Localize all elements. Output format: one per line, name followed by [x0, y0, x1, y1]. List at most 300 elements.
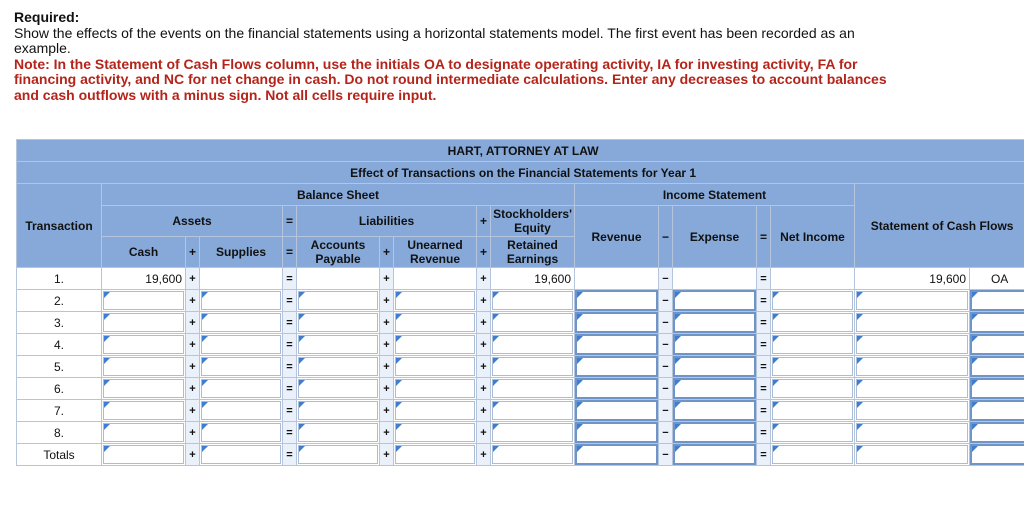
- equals-sign: =: [283, 444, 297, 466]
- cash-flow-cell: [855, 444, 970, 466]
- revenue-select[interactable]: [575, 400, 658, 421]
- retained-earnings-cell: [491, 400, 575, 422]
- equals-sign: =: [757, 400, 771, 422]
- input-indicator-icon: [396, 358, 402, 364]
- revenue-cell: [575, 334, 659, 356]
- minus-sign: −: [659, 206, 673, 268]
- input-indicator-icon: [299, 380, 305, 386]
- table-row: [17, 356, 1024, 378]
- expense-header: Expense: [673, 206, 757, 268]
- input-indicator-icon: [104, 380, 110, 386]
- revenue-select[interactable]: [575, 444, 658, 465]
- supplies-cell: [200, 444, 283, 466]
- plus-sign: +: [477, 378, 491, 400]
- expense-select[interactable]: [673, 356, 756, 377]
- accounts-payable-input[interactable]: [298, 401, 378, 420]
- cash-flow-input[interactable]: [856, 357, 968, 376]
- plus-sign: +: [477, 356, 491, 378]
- plus-sign: +: [477, 206, 491, 237]
- cash-flow-type-value: OA: [970, 268, 1024, 290]
- cash-input[interactable]: [103, 335, 184, 354]
- cash-flow-input[interactable]: [856, 445, 968, 464]
- revenue-cell: [575, 356, 659, 378]
- input-indicator-icon: [773, 336, 779, 342]
- unearned-revenue-input[interactable]: [395, 313, 475, 332]
- net-income-input[interactable]: [772, 379, 853, 398]
- plus-sign: +: [380, 312, 394, 334]
- supplies-value: [200, 268, 283, 290]
- cash-flow-cell: [855, 334, 970, 356]
- dropdown-indicator-icon: [577, 292, 583, 298]
- supplies-input[interactable]: [201, 313, 281, 332]
- equals-sign: =: [283, 356, 297, 378]
- accounts-payable-cell: [297, 290, 380, 312]
- cash-cell: [102, 378, 186, 400]
- plus-sign: +: [477, 312, 491, 334]
- supplies-input[interactable]: [201, 379, 281, 398]
- input-indicator-icon: [493, 380, 499, 386]
- unearned-revenue-input[interactable]: [395, 401, 475, 420]
- plus-sign: +: [380, 237, 394, 268]
- net-income-input[interactable]: [772, 335, 853, 354]
- net-income-input[interactable]: [772, 445, 853, 464]
- input-indicator-icon: [202, 314, 208, 320]
- revenue-cell: [575, 378, 659, 400]
- input-indicator-icon: [299, 314, 305, 320]
- cash-input[interactable]: [103, 445, 184, 464]
- net-income-cell: [771, 312, 855, 334]
- cash-flow-type-select[interactable]: [970, 334, 1024, 355]
- instructions-text: Show the effects of the events on the financial statements using a horizontal statements model. The first event has been recorded as an example.: [14, 24, 855, 56]
- equals-sign: =: [283, 268, 297, 290]
- cash-flow-cell: [855, 290, 970, 312]
- input-indicator-icon: [857, 314, 863, 320]
- plus-sign: +: [380, 356, 394, 378]
- cash-flow-cell: [855, 312, 970, 334]
- accounts-payable-input[interactable]: [298, 313, 378, 332]
- minus-sign: −: [659, 312, 673, 334]
- table-row: [17, 268, 1024, 290]
- input-indicator-icon: [299, 446, 305, 452]
- accounts-payable-input[interactable]: [298, 379, 378, 398]
- transaction-label: 7.: [17, 400, 102, 422]
- input-indicator-icon: [493, 424, 499, 430]
- plus-sign: +: [380, 422, 394, 444]
- dropdown-indicator-icon: [972, 314, 978, 320]
- plus-sign: +: [186, 268, 200, 290]
- unearned-revenue-cell: [394, 444, 477, 466]
- cash-input[interactable]: [103, 313, 184, 332]
- cash-cell: [102, 356, 186, 378]
- cash-flow-input[interactable]: [856, 335, 968, 354]
- plus-sign: +: [477, 444, 491, 466]
- net-income-cell: [771, 356, 855, 378]
- input-indicator-icon: [493, 292, 499, 298]
- retained-earnings-cell: [491, 334, 575, 356]
- revenue-select[interactable]: [575, 290, 658, 311]
- retained-earnings-input[interactable]: [492, 423, 573, 442]
- equals-sign: =: [757, 378, 771, 400]
- accounts-payable-cell: [297, 400, 380, 422]
- dropdown-indicator-icon: [577, 446, 583, 452]
- cash-flow-input[interactable]: [856, 379, 968, 398]
- expense-cell: [673, 356, 757, 378]
- cash-flow-type-select[interactable]: [970, 444, 1024, 465]
- cash-flow-type-cell: [970, 290, 1024, 312]
- unearned-revenue-cell: [394, 334, 477, 356]
- accounts-payable-cell: [297, 444, 380, 466]
- expense-cell: [673, 290, 757, 312]
- equals-sign: =: [757, 444, 771, 466]
- net-income-input[interactable]: [772, 401, 853, 420]
- minus-sign: −: [659, 268, 673, 290]
- input-indicator-icon: [493, 336, 499, 342]
- dropdown-indicator-icon: [577, 358, 583, 364]
- plus-sign: +: [380, 268, 394, 290]
- retained-earnings-input[interactable]: [492, 291, 573, 310]
- accounts-payable-input[interactable]: [298, 335, 378, 354]
- expense-cell: [673, 422, 757, 444]
- accounts-payable-input[interactable]: [298, 423, 378, 442]
- cash-flow-type-select[interactable]: [970, 356, 1024, 377]
- dropdown-indicator-icon: [675, 446, 681, 452]
- equals-sign: =: [757, 334, 771, 356]
- supplies-input[interactable]: [201, 401, 281, 420]
- plus-sign: +: [380, 400, 394, 422]
- input-indicator-icon: [493, 314, 499, 320]
- cash-flow-cell: [855, 378, 970, 400]
- input-indicator-icon: [104, 424, 110, 430]
- cash-flow-input[interactable]: [856, 423, 968, 442]
- supplies-cell: [200, 290, 283, 312]
- income-statement-header: Income Statement: [575, 184, 855, 206]
- revenue-cell: [575, 400, 659, 422]
- table-row: [17, 444, 1024, 466]
- input-indicator-icon: [493, 402, 499, 408]
- input-indicator-icon: [773, 380, 779, 386]
- input-indicator-icon: [857, 380, 863, 386]
- input-indicator-icon: [396, 424, 402, 430]
- revenue-select[interactable]: [575, 422, 658, 443]
- supplies-cell: [200, 378, 283, 400]
- plus-sign: +: [186, 444, 200, 466]
- input-indicator-icon: [299, 358, 305, 364]
- dropdown-indicator-icon: [675, 314, 681, 320]
- net-income-input[interactable]: [772, 357, 853, 376]
- cash-flow-type-cell: [970, 422, 1024, 444]
- dropdown-indicator-icon: [577, 424, 583, 430]
- input-indicator-icon: [773, 314, 779, 320]
- retained-earnings-input[interactable]: [492, 379, 573, 398]
- cash-flow-cell: [855, 422, 970, 444]
- plus-sign: +: [380, 334, 394, 356]
- unearned-revenue-value: [394, 268, 477, 290]
- minus-sign: −: [659, 422, 673, 444]
- cash-flow-input[interactable]: [856, 313, 968, 332]
- input-indicator-icon: [104, 402, 110, 408]
- supplies-input[interactable]: [201, 423, 281, 442]
- supplies-input[interactable]: [201, 445, 281, 464]
- plus-sign: +: [380, 378, 394, 400]
- transaction-label: 2.: [17, 290, 102, 312]
- cash-header: Cash: [102, 237, 186, 268]
- supplies-cell: [200, 422, 283, 444]
- plus-sign: +: [380, 290, 394, 312]
- cash-cell: [102, 444, 186, 466]
- transaction-label: Totals: [17, 444, 102, 466]
- retained-earnings-header: Retained Earnings: [491, 237, 575, 268]
- net-income-input[interactable]: [772, 291, 853, 310]
- assets-header: Assets: [102, 206, 283, 237]
- equals-sign: =: [283, 400, 297, 422]
- supplies-cell: [200, 400, 283, 422]
- dropdown-indicator-icon: [972, 380, 978, 386]
- company-title: HART, ATTORNEY AT LAW: [17, 140, 1024, 162]
- cash-flow-type-select[interactable]: [970, 422, 1024, 443]
- cash-flow-type-select[interactable]: [970, 312, 1024, 333]
- cash-flow-input[interactable]: [856, 291, 968, 310]
- accounts-payable-header: Accounts Payable: [297, 237, 380, 268]
- balance-sheet-header: Balance Sheet: [102, 184, 575, 206]
- plus-sign: +: [186, 378, 200, 400]
- accounts-payable-cell: [297, 312, 380, 334]
- expense-select[interactable]: [673, 290, 756, 311]
- input-indicator-icon: [104, 446, 110, 452]
- unearned-revenue-cell: [394, 400, 477, 422]
- net-income-cell: [771, 422, 855, 444]
- input-indicator-icon: [773, 424, 779, 430]
- cash-flow-type-cell: [970, 334, 1024, 356]
- accounts-payable-cell: [297, 356, 380, 378]
- transaction-header: Transaction: [17, 184, 102, 268]
- minus-sign: −: [659, 400, 673, 422]
- dropdown-indicator-icon: [675, 358, 681, 364]
- input-indicator-icon: [857, 336, 863, 342]
- revenue-header: Revenue: [575, 206, 659, 268]
- cash-input[interactable]: [103, 401, 184, 420]
- instructions: [14, 10, 914, 103]
- dropdown-indicator-icon: [675, 336, 681, 342]
- plus-sign: +: [186, 237, 200, 268]
- cash-cell: [102, 290, 186, 312]
- cash-flow-cell: [855, 356, 970, 378]
- supplies-cell: [200, 312, 283, 334]
- retained-earnings-cell: [491, 422, 575, 444]
- cash-flow-input[interactable]: [856, 401, 968, 420]
- expense-select[interactable]: [673, 444, 756, 465]
- unearned-revenue-input[interactable]: [395, 291, 475, 310]
- cash-flow-type-select[interactable]: [970, 400, 1024, 421]
- retained-earnings-cell: [491, 378, 575, 400]
- minus-sign: −: [659, 334, 673, 356]
- input-indicator-icon: [396, 336, 402, 342]
- accounts-payable-cell: [297, 378, 380, 400]
- input-indicator-icon: [202, 336, 208, 342]
- revenue-select[interactable]: [575, 378, 658, 399]
- minus-sign: −: [659, 378, 673, 400]
- transaction-label: 5.: [17, 356, 102, 378]
- cash-flow-type-select[interactable]: [970, 378, 1024, 399]
- dropdown-indicator-icon: [972, 292, 978, 298]
- revenue-cell: [575, 312, 659, 334]
- net-income-cell: [771, 444, 855, 466]
- net-income-input[interactable]: [772, 423, 853, 442]
- expense-value: [673, 268, 757, 290]
- supplies-input[interactable]: [201, 357, 281, 376]
- unearned-revenue-input[interactable]: [395, 335, 475, 354]
- revenue-cell: [575, 290, 659, 312]
- dropdown-indicator-icon: [972, 424, 978, 430]
- supplies-input[interactable]: [201, 291, 281, 310]
- equals-sign: =: [757, 422, 771, 444]
- retained-earnings-input[interactable]: [492, 357, 573, 376]
- input-indicator-icon: [857, 358, 863, 364]
- expense-cell: [673, 400, 757, 422]
- input-indicator-icon: [299, 424, 305, 430]
- net-income-cell: [771, 334, 855, 356]
- equals-sign: =: [283, 206, 297, 237]
- equals-sign: =: [283, 334, 297, 356]
- plus-sign: +: [186, 312, 200, 334]
- minus-sign: −: [659, 444, 673, 466]
- supplies-input[interactable]: [201, 335, 281, 354]
- input-indicator-icon: [396, 292, 402, 298]
- cash-flow-type-cell: [970, 400, 1024, 422]
- transaction-label: 3.: [17, 312, 102, 334]
- retained-earnings-input[interactable]: [492, 313, 573, 332]
- cash-flow-type-select[interactable]: [970, 290, 1024, 311]
- unearned-revenue-input[interactable]: [395, 445, 475, 464]
- unearned-revenue-cell: [394, 312, 477, 334]
- revenue-select[interactable]: [575, 312, 658, 333]
- expense-select[interactable]: [673, 422, 756, 443]
- revenue-select[interactable]: [575, 356, 658, 377]
- input-indicator-icon: [396, 380, 402, 386]
- accounts-payable-cell: [297, 334, 380, 356]
- equals-sign: =: [283, 422, 297, 444]
- input-indicator-icon: [773, 402, 779, 408]
- plus-sign: +: [186, 422, 200, 444]
- retained-earnings-input[interactable]: [492, 445, 573, 464]
- equals-sign: =: [757, 290, 771, 312]
- accounts-payable-input[interactable]: [298, 291, 378, 310]
- net-income-value: [771, 268, 855, 290]
- input-indicator-icon: [773, 358, 779, 364]
- input-indicator-icon: [493, 446, 499, 452]
- unearned-revenue-input[interactable]: [395, 423, 475, 442]
- cash-input[interactable]: [103, 379, 184, 398]
- input-indicator-icon: [104, 314, 110, 320]
- plus-sign: +: [380, 444, 394, 466]
- accounts-payable-cell: [297, 422, 380, 444]
- unearned-revenue-input[interactable]: [395, 357, 475, 376]
- equals-sign: =: [757, 312, 771, 334]
- input-indicator-icon: [299, 402, 305, 408]
- plus-sign: +: [477, 290, 491, 312]
- table-row: [17, 312, 1024, 334]
- input-indicator-icon: [773, 446, 779, 452]
- plus-sign: +: [186, 356, 200, 378]
- cash-flows-header: Statement of Cash Flows: [855, 184, 1024, 268]
- input-indicator-icon: [104, 358, 110, 364]
- transaction-label: 8.: [17, 422, 102, 444]
- cash-input[interactable]: [103, 291, 184, 310]
- retained-earnings-input[interactable]: [492, 401, 573, 420]
- revenue-value: [575, 268, 659, 290]
- cash-flow-type-cell: [970, 444, 1024, 466]
- input-indicator-icon: [299, 292, 305, 298]
- required-heading: Required:: [14, 9, 80, 25]
- expense-cell: [673, 312, 757, 334]
- table-subtitle: Effect of Transactions on the Financial Statements for Year 1: [17, 162, 1024, 184]
- input-indicator-icon: [396, 446, 402, 452]
- table-row: [17, 290, 1024, 312]
- equals-sign: =: [283, 378, 297, 400]
- accounts-payable-input[interactable]: [298, 357, 378, 376]
- unearned-revenue-cell: [394, 290, 477, 312]
- accounts-payable-input[interactable]: [298, 445, 378, 464]
- cash-flow-type-cell: [970, 378, 1024, 400]
- plus-sign: +: [186, 400, 200, 422]
- instructions-note: Note: In the Statement of Cash Flows column, use the initials OA to designate operating activity, IA for investing activity, FA for financing activity, and NC for net change in cash. Do not round intermediate calculations. Enter any decreases to account balances and cash outflows with a minus sign. Not all cells require input.: [14, 55, 887, 103]
- dropdown-indicator-icon: [675, 380, 681, 386]
- expense-select[interactable]: [673, 378, 756, 399]
- input-indicator-icon: [202, 402, 208, 408]
- retained-earnings-value: 19,600: [491, 268, 575, 290]
- table-row: [17, 378, 1024, 400]
- input-indicator-icon: [857, 424, 863, 430]
- input-indicator-icon: [202, 380, 208, 386]
- input-indicator-icon: [396, 402, 402, 408]
- supplies-cell: [200, 356, 283, 378]
- cash-input[interactable]: [103, 423, 184, 442]
- cash-cell: [102, 400, 186, 422]
- cash-value: 19,600: [102, 268, 186, 290]
- equals-sign: =: [283, 312, 297, 334]
- equals-sign: =: [283, 290, 297, 312]
- expense-select[interactable]: [673, 334, 756, 355]
- equals-sign: =: [757, 268, 771, 290]
- table-row: [17, 422, 1024, 444]
- equals-sign: =: [757, 206, 771, 268]
- net-income-input[interactable]: [772, 313, 853, 332]
- expense-cell: [673, 378, 757, 400]
- cash-flow-type-cell: [970, 312, 1024, 334]
- expense-select[interactable]: [673, 312, 756, 333]
- retained-earnings-input[interactable]: [492, 335, 573, 354]
- stockholders-equity-header: Stockholders' Equity: [491, 206, 575, 237]
- dropdown-indicator-icon: [577, 380, 583, 386]
- dropdown-indicator-icon: [675, 402, 681, 408]
- expense-select[interactable]: [673, 400, 756, 421]
- transaction-label: 4.: [17, 334, 102, 356]
- cash-input[interactable]: [103, 357, 184, 376]
- table-row: [17, 334, 1024, 356]
- cash-flow-cell: [855, 400, 970, 422]
- cash-cell: [102, 422, 186, 444]
- liabilities-header: Liabilities: [297, 206, 477, 237]
- unearned-revenue-input[interactable]: [395, 379, 475, 398]
- plus-sign: +: [477, 268, 491, 290]
- accounts-payable-value: [297, 268, 380, 290]
- dropdown-indicator-icon: [972, 336, 978, 342]
- cash-cell: [102, 312, 186, 334]
- input-indicator-icon: [493, 358, 499, 364]
- revenue-select[interactable]: [575, 334, 658, 355]
- transaction-label: 6.: [17, 378, 102, 400]
- unearned-revenue-cell: [394, 422, 477, 444]
- input-indicator-icon: [396, 314, 402, 320]
